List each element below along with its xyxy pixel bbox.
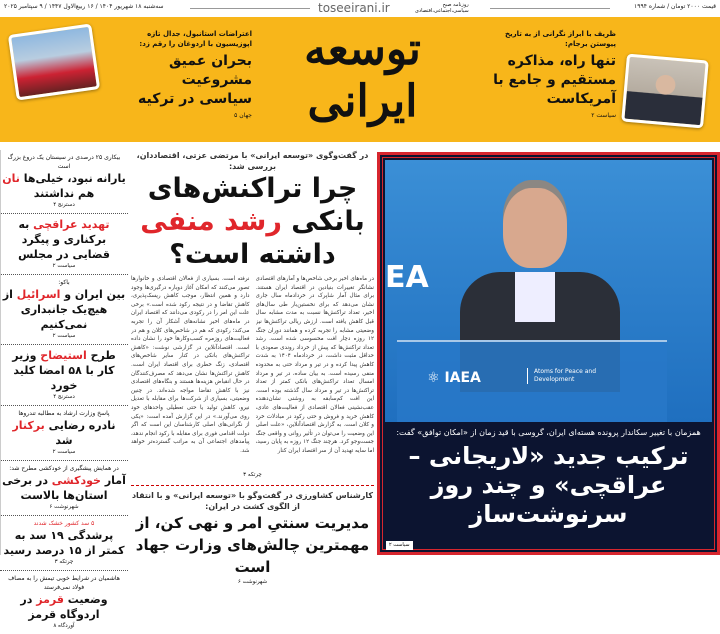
- podium-slogan: Atoms for Peace and Development: [527, 368, 597, 384]
- page-ref: جهان ۵: [234, 112, 252, 119]
- kicker: در همایش پیشگیری از خودکشی مطرح شد:: [9, 465, 119, 472]
- iaea-logo: ⚛ IAEA: [427, 370, 481, 386]
- promo-right[interactable]: [478, 29, 616, 119]
- headline: نادره رضایی برکنار شد: [12, 419, 116, 447]
- masthead-tagline: [415, 2, 469, 14]
- page-ref: سیاست ۲: [52, 449, 76, 455]
- promo-left[interactable]: [132, 29, 252, 119]
- page-ref: سیاست ۲: [591, 112, 616, 119]
- page-ref-row: [386, 531, 711, 550]
- news-item[interactable]: [0, 345, 128, 406]
- news-item[interactable]: [0, 406, 128, 461]
- main-story: [131, 150, 374, 586]
- promo-kicker: اعتراضات استانبول، جدال تازه اپوزیسیون با اردوغان را رقم زد:: [139, 30, 252, 48]
- headline: وضعیت قرمز در اردوگاه قرمز: [20, 593, 108, 621]
- wall-logo-text: EA: [385, 260, 429, 295]
- feature-story[interactable]: [377, 152, 720, 555]
- tagline-1: روزنامه صبح: [442, 2, 469, 8]
- divider: [131, 485, 374, 486]
- news-item[interactable]: [0, 275, 128, 345]
- kicker: کارشناس کشاورزی در گفت‌وگو با «توسعه ایرانی» و با انتقاد از الگوی کشت در ایران:: [131, 491, 374, 511]
- divider: [490, 8, 610, 9]
- page-ref: شهرنوشت ۶: [49, 504, 79, 510]
- news-item[interactable]: [0, 461, 128, 516]
- column-divider: [0, 150, 1, 555]
- headline: یارانه نبود، خیلی‌ها نان هم نداشتند: [2, 172, 126, 200]
- news-item[interactable]: [0, 214, 128, 275]
- page-ref-row: [131, 469, 374, 479]
- page-ref: چرتکه ۳: [54, 559, 74, 565]
- news-item[interactable]: [0, 150, 128, 214]
- kicker: بیکاری ۲۵ درصدی در سیستان یک دروغ بزرگ است: [7, 154, 121, 170]
- shirt: [515, 272, 555, 322]
- page-ref: شهرنوشت ۶: [237, 579, 268, 585]
- headline: بین ایران و اسرائیل از هیچ‌یک جانبداری نمی‌کنیم: [2, 288, 126, 331]
- promo-headline: تنها راه، مذاکره مستقیم و جامع با آمریکاست: [493, 53, 616, 107]
- kicker: ۵ سد کشور خشک شدند: [33, 520, 95, 527]
- divider: [190, 8, 310, 9]
- kicker: هاشمیان در شرایط خوبی تیمش را به مصاف فولاد نمی‌فرستد: [8, 575, 120, 591]
- page-ref: سیاست ۲: [52, 333, 76, 339]
- price-issue: قیمت ۲۰۰۰ تومان / شماره ۱۹۹۴: [634, 3, 716, 10]
- feature-caption: [386, 427, 711, 550]
- kicker: در گفت‌وگوی «توسعه ایرانی» با مرتضی عزتی، اقتصاددان، بررسی شد:: [136, 151, 369, 171]
- news-item[interactable]: [0, 516, 128, 571]
- tagline-2: سیاسی،اجتماعی،اقتصادی: [415, 8, 469, 14]
- article-column: نرفته است. بسیاری از فعالان اقتصادی و خانوارها تصور می‌کنند که امکان آغاز دوباره درگیری‌ها وجود دارد و همین انتظار، موجب کاهش ریسک‌پذیری، کاهش تقاضا و در نتیجه رکود شده است.» برخی علت این امر را در رکودی می‌دانند که اقتصاد ایران در ماه‌های اخیر نشانه‌های آشکار آن را تجربه می‌کند؛ رکودی که هم در شاخص‌های کلان و هم در فعالیت‌های روزمره کسب‌وکارها خود را نشان داده است. اقتصادآنلاین در گزارشی نوشت: «کاهش تراکنش‌های بانکی در کنار سایر شاخص‌های اقتصادی، زنگ خطری برای اقتصاد ایران است. کاهش تراکنش‌ها نشان می‌دهد که مصرف‌کنندگان در حال انقباض هزینه‌ها هستند و بنگاه‌های اقتصادی نیز با کاهش تقاضا مواجه شده‌اند. در چنین وضعیتی، بسیاری از شرکت‌ها برای مقابله با تعدیل نیرو، کاهش تولید یا حتی تعطیلی واحدهای خود روی می‌آورند.» در این گزارش آمده است: «یکی از نگرانی‌های اصلی کارشناسان این است که اگر دولت اقدامی فوری برای مقابله با رکود انجام ندهد، پیامدهای اجتماعی آن به مراتب گسترده‌تر خواهد شد.: [131, 276, 250, 454]
- left-news-column: [0, 150, 128, 634]
- main-headline[interactable]: چرا تراکنش‌های بانکی رشد منفی داشته است؟: [140, 173, 365, 270]
- headline[interactable]: مدیریت سنتیِ امر و نهی کن، از مهمترین چالش‌های وزارت جهاد است: [135, 514, 370, 576]
- podium: [397, 340, 667, 422]
- page-ref: آوردگاه ۸: [53, 623, 75, 629]
- grossi-photo: [385, 160, 712, 422]
- page-ref-row: [131, 578, 374, 586]
- article-column: در ماه‌های اخیر برخی شاخص‌ها و آمارهای اقتصادی نشانگر تغییرات بنیادین در اقتصاد ایران هستند. برای مثال آمار شاپرک در خردادماه سال جاری نشان می‌دهد که برای نخستین‌بار طی سال‌های اخیر، تعداد تراکنش‌ها نسبت به مدت مشابه سال قبل کاهش یافته است. ارزش ریالی تراکنش‌ها نیز وضعیتی مشابه را تجربه کرده و همانند دوران جنگ ۱۲ روزه دچار افت محسوسی شده است. رشد تعداد تراکنش‌ها که پیش از خرداد روندی صعودی با حداقل مثبت داشت، در خردادماه ۱۴۰۴ به شدت کاهش پیدا کرده و در تیر و مرداد حتی به محدوده منفی رسیده است. به بیان ساده، در تیر و مرداد امسال تعداد تراکنش‌های بانکی کمتر از تعداد تراکنش‌ها در تیر و مرداد سال گذشته بوده است. این افت کم‌سابقه به روشنی نشان‌دهنده عقب‌نشینی فعالان اقتصادی از فعالیت‌های عادی، کاهش خرید و فروش و حتی رکود در مبادلات خرد و کلان است. به گزارش اقتصادآنلاین، «علت اصلی این وضعیت را می‌توان در تأثیر روانی و واقعی جنگ جست‌وجو کرد. هرچند جنگ ۱۲ روزه به پایان رسید، اما سایه تهدید آن از سر اقتصاد ایران کنار: [255, 276, 374, 454]
- face: [503, 188, 567, 268]
- kicker: باکو:: [58, 279, 70, 286]
- headline: آمار خودکشی در برخی استان‌ها بالاست: [2, 474, 126, 502]
- promo-kicker: ظریف با ابراز نگرانی از به تاریخ پیوستن برجام:: [504, 30, 616, 48]
- page-ref: دسترنج ۴: [53, 202, 75, 208]
- issue-date: سه‌شنبه ۱۸ شهریور ۱۴۰۴ / ۱۶ ربیع‌الاول ۱۴۴۷ / ۹ سپتامبر ۲۰۲۵: [4, 3, 164, 10]
- masthead-logo: توسعه ایرانی: [304, 24, 421, 127]
- news-item[interactable]: [0, 571, 128, 634]
- page-ref: دسترنج ۴: [53, 394, 75, 400]
- page-ref: سیاست ۲: [386, 541, 413, 550]
- article-body: [131, 275, 374, 469]
- zarif-photo: [621, 54, 709, 129]
- headline: پرشدگی ۱۹ سد به کمتر از ۱۵ درصد رسید: [3, 529, 125, 557]
- kicker: همزمان با تغییر سکاندار پرونده هسته‌ای ایران، گروسی با قید زمان از «امکان توافق» گفت:: [396, 428, 701, 437]
- istanbul-protest-photo: [8, 23, 100, 100]
- promo-headline: بحران عمیق مشروعیت سیاسی در ترکیه: [138, 53, 252, 107]
- website[interactable]: toseeirani.ir: [318, 1, 390, 15]
- headline: تهدید عراقچی به برکناری و پیگرد قضایی در مجلس: [18, 218, 110, 261]
- page-ref: چرتکه ۳: [243, 472, 262, 478]
- page-ref: سیاست ۲: [52, 263, 76, 269]
- kicker: پاسخ وزارت ارشاد به مطالبه تندروها: [18, 410, 110, 417]
- feature-headline[interactable]: ترکیب جدید «لاریجانی – عراقچی» و چند روز سرنوشت‌ساز: [408, 442, 689, 528]
- headline: طرح استیضاح وزیر کار با ۵۸ امضا کلید خورد: [12, 349, 116, 392]
